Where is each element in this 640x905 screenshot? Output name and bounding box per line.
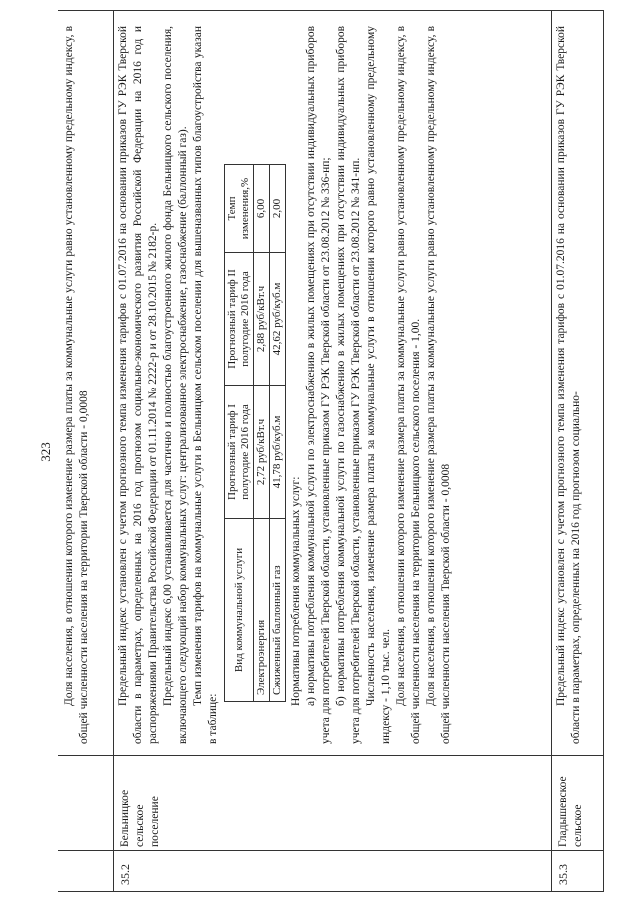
header-tariff-h2: Прогнозный тариф II полугодие 2016 года bbox=[225, 253, 254, 386]
top-row-text: Доля населения, в отношении которого изменение размера платы за коммунальные услуги равно установленному предельному индексу, в общей численности населения на территории Тверской области - 0,0008 bbox=[63, 26, 90, 744]
page-number: 323 bbox=[38, 442, 53, 462]
paragraph: Предельный индекс 6,00 устанавливается для частично и полностью благоустроенного жилого фонда Бельницкого сельского поселения, включающего следующий набор коммунальных услуг: централизованное электроснабжение, газоснабжение (баллонный газ). bbox=[162, 26, 189, 744]
paragraph: Доля населения, в отношении которого изменение размера платы за коммунальные услуги равно установленному предельному индексу, в общей численности населения на территории Бельницкого сельского поселения - 1,00. bbox=[395, 26, 422, 744]
document-table bbox=[58, 10, 604, 892]
paragraph: б) нормативы потребления коммунальной услуги по газоснабжению в жилых помещениях при отсутствии индивидуальных приборов учета для потребителей Тверской области, установленные приказом ГУ РЭК Тверской области от 23.08.2012 № 341-нп. bbox=[335, 26, 362, 744]
cell-tariff-h1: 41,78 руб/куб.м bbox=[270, 386, 286, 519]
row-divider-35-3 bbox=[551, 11, 552, 891]
header-tariff-h1: Прогнозный тариф I полугодие 2016 года bbox=[225, 386, 254, 519]
paragraph: Доля населения, в отношении которого изменение размера платы за коммунальные услуги равно установленному предельному индексу, в общей численности населения Тверской области - 0,0008 bbox=[425, 26, 452, 744]
header-service: Вид коммунальной услуги bbox=[225, 519, 254, 702]
paragraph: а) нормативы потребления коммунальной услуги по электроснабжению в жилых помещениях при отсутствии индивидуальных приборов учета для потребителей Тверской области, установленные приказом ГУ РЭК Тверской области от 23.08.2012 № 336-нп; bbox=[305, 26, 332, 744]
row-content-35-3: Предельный индекс установлен с учетом прогнозного темпа изменения тарифов с 01.07.2016 на основании приказов ГУ РЭК Тверской области в параметрах, определенных на 2016 год прогнозом социально- bbox=[555, 26, 582, 744]
cell-tariff-h2: 2,88 руб/кВт.ч bbox=[254, 253, 270, 386]
header-change-rate: Темп изменения,% bbox=[225, 165, 254, 253]
row-name-35-2: Бельницкое сельское поселение bbox=[119, 789, 161, 847]
cell-change-rate: 2,00 bbox=[270, 165, 286, 253]
paragraph: Нормативы потребления коммунальных услуг: bbox=[290, 476, 302, 706]
row-number-35-3: 35.3 bbox=[556, 864, 570, 885]
cell-change-rate: 6,00 bbox=[254, 165, 270, 253]
row-number-35-2: 35.2 bbox=[118, 864, 132, 885]
cell-service: Электроэнергия bbox=[254, 519, 270, 702]
column-divider-number bbox=[58, 850, 603, 851]
rotated-document-page bbox=[20, 2, 620, 902]
table-row bbox=[254, 165, 270, 702]
cell-service: Сжиженный баллонный газ bbox=[270, 519, 286, 702]
paragraph: Предельный индекс установлен с учетом прогнозного темпа изменения тарифов с 01.07.2016 на основании приказов ГУ РЭК Тверской области в параметрах, определенных на 2016 год прогнозом социально-экономического развития Российской Федерации на 2016 год и распоряжениями Правительства Российской Федерации от 01.11.2014 № 2222-р и от 28.10.2015 № 2182-р. bbox=[117, 26, 159, 744]
tariff-table-header bbox=[225, 165, 254, 702]
cell-tariff-h1: 2,72 руб/кВт.ч bbox=[254, 386, 270, 519]
row-content-35-2 bbox=[116, 26, 454, 744]
table-row bbox=[270, 165, 286, 702]
paragraph: Численность населения, изменение размера платы за коммунальные услуги в отношении которого равно установленному предельному индексу - 1,10 тыс. чел. bbox=[365, 26, 392, 744]
paragraph: Темп изменения тарифов на коммунальные услуги в Бельницком сельском поселении для вышеназванных типов благоустройства указан в таблице: bbox=[192, 26, 219, 744]
row-name-35-3: Гладышевское сельское bbox=[557, 776, 584, 847]
cell-tariff-h2: 42,62 руб/куб.м bbox=[270, 253, 286, 386]
column-divider-name bbox=[58, 755, 603, 756]
tariff-table bbox=[224, 164, 286, 702]
row-divider-35-2 bbox=[113, 11, 114, 891]
